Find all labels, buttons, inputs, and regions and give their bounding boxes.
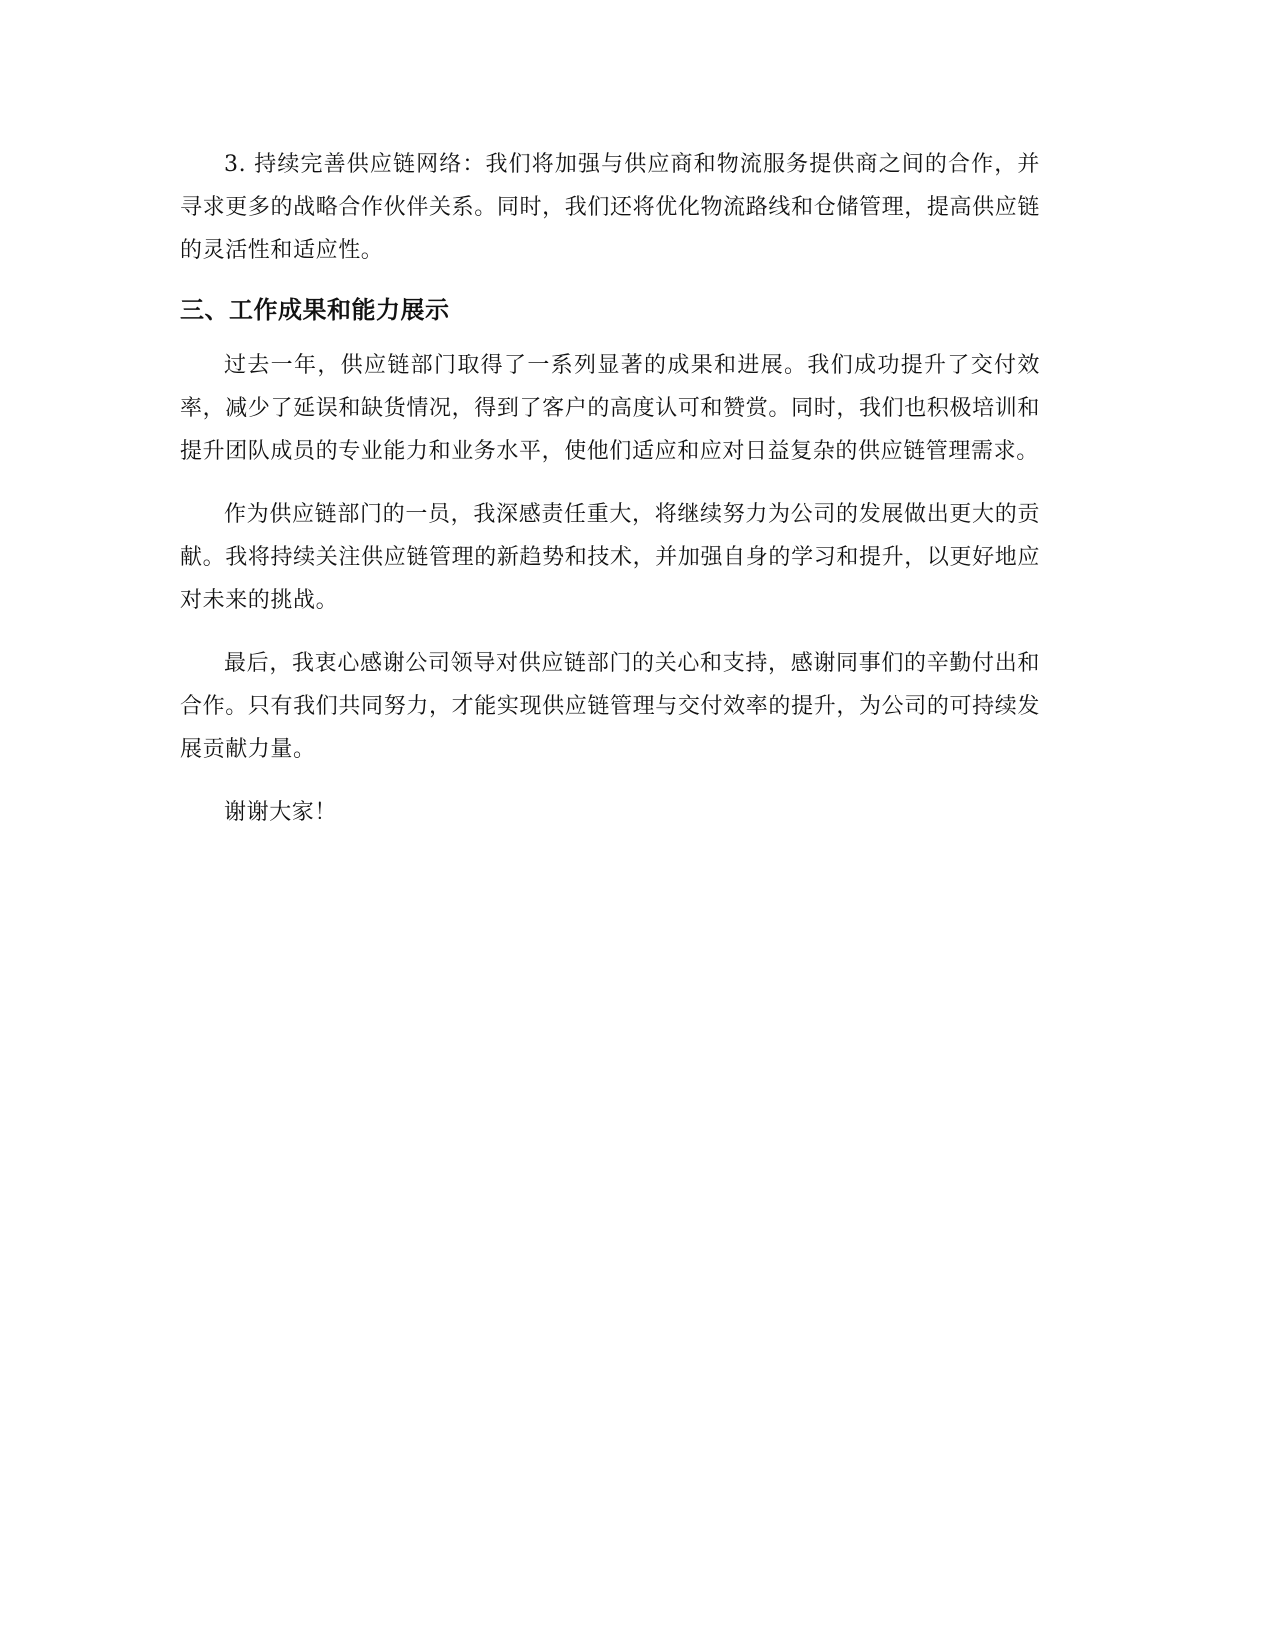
document-body bbox=[180, 143, 1040, 854]
paragraph-supply-chain-network: 3. 持续完善供应链网络：我们将加强与供应商和物流服务提供商之间的合作，并寻求更多的战略合作伙伴关系。同时，我们还将优化物流路线和仓储管理，提高供应链的灵活性和适应性。 bbox=[180, 152, 1040, 263]
section-heading: 三、工作成果和能力展示 bbox=[180, 296, 450, 324]
paragraph-responsibility: 作为供应链部门的一员，我深感责任重大，将继续努力为公司的发展做出更大的贡献。我将持续关注供应链管理的新趋势和技术，并加强自身的学习和提升，以更好地应对未来的挑战。 bbox=[180, 502, 1040, 613]
paragraph-achievements: 过去一年，供应链部门取得了一系列显著的成果和进展。我们成功提升了交付效率，减少了延误和缺货情况，得到了客户的高度认可和赞赏。同时，我们也积极培训和提升团队成员的专业能力和业务水平，使他们适应和应对日益复杂的供应链管理需求。 bbox=[180, 353, 1040, 464]
paragraph-thanks-leaders: 最后，我衷心感谢公司领导对供应链部门的关心和支持，感谢同事们的辛勤付出和合作。只有我们共同努力，才能实现供应链管理与交付效率的提升，为公司的可持续发展贡献力量。 bbox=[180, 651, 1040, 762]
paragraph-closing: 谢谢大家！ bbox=[224, 800, 338, 825]
